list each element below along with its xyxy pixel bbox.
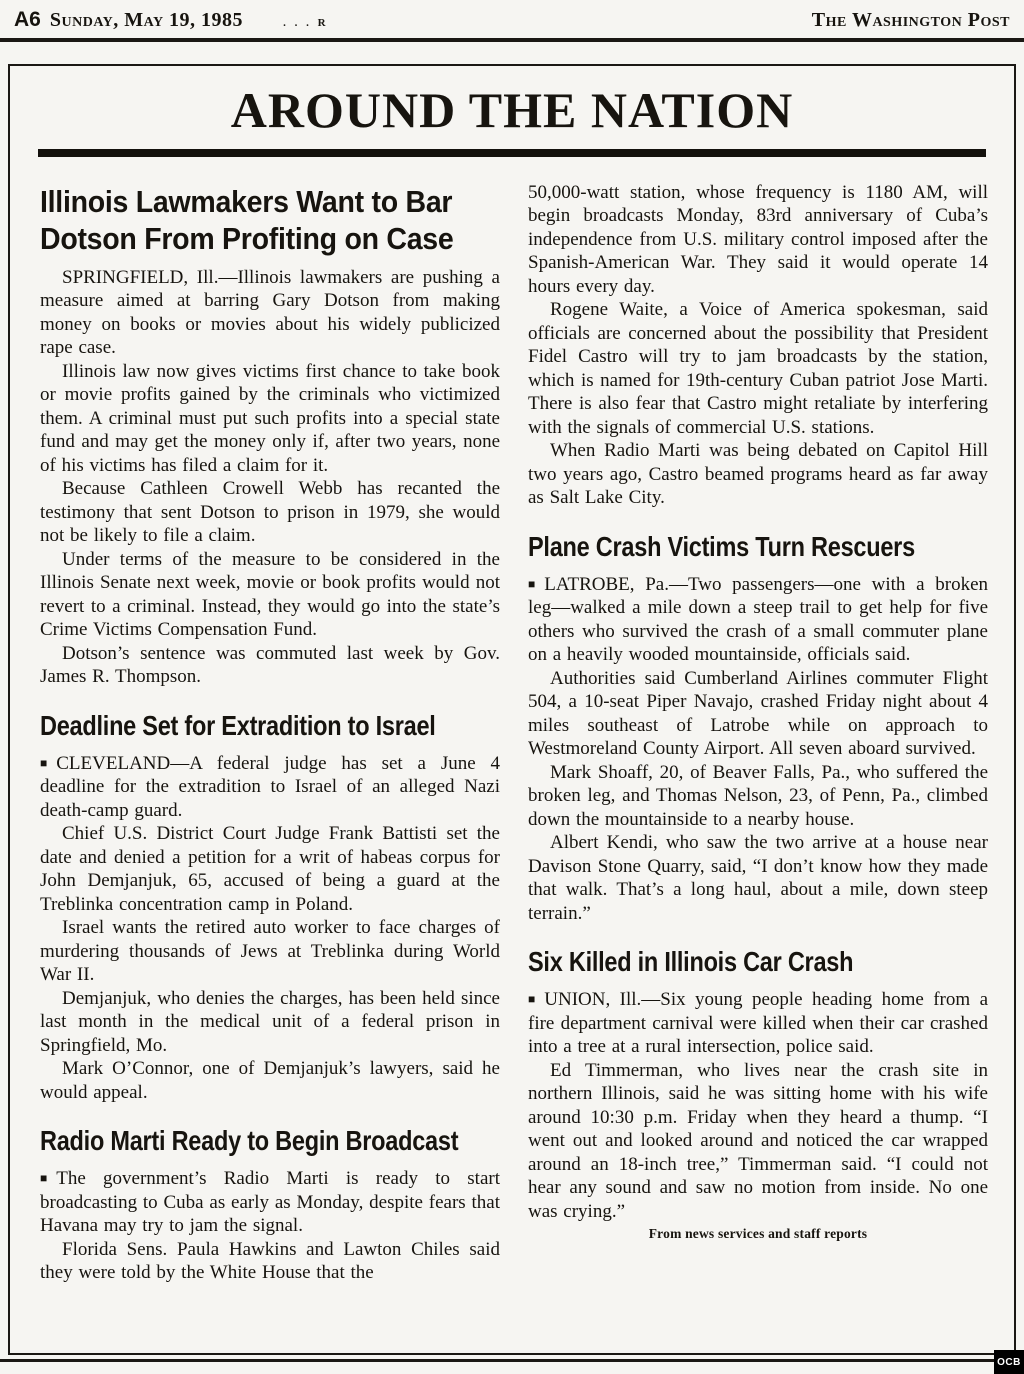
credit-line: From news services and staff reports [648,1226,868,1241]
right-column [528,181,988,1285]
article-paragraph: Mark O’Connor, one of Demjanjuk’s lawyers, said he would appeal. [40,1058,500,1103]
bottom-rule [0,1359,1024,1362]
around-the-nation-box [8,64,1016,1355]
article-paragraph: Florida Sens. Paula Hawkins and Lawton Chiles said they were told by the White House that the [40,1238,500,1283]
headline-line: Six Killed in Illinois Car Crash [528,946,854,977]
article-paragraph: Ed Timmerman, who lives near the crash site in northern Illinois, said he was sitting home with his wife around 10:30 p.m. Friday when they heard a thump. “I went out and looked around and noticed the car wrapped around an 18-inch tree,” Timmerman said. “I could not hear any sound and saw no motion from inside. No one was crying.” [528,1059,988,1222]
article-content [10,157,1014,1285]
headline-line: Radio Marti Ready to Begin Broadcast [40,1125,459,1156]
masthead-left [14,8,329,32]
article-paragraph: SPRINGFIELD, Ill.—Illinois lawmakers are pushing a measure aimed at barring Gary Dotson from making money on books or movies about his widely publicized rape case. [40,266,500,358]
article-paragraph [528,988,988,1059]
masthead-rule [0,38,1024,42]
headline-line: Dotson From Profiting on Case [40,220,454,256]
paragraph-text: LATROBE, Pa.—Two passengers—one with a broken leg—walked a mile down a steep trail to get help for five others who survived the crash of a small commuter plane on a heavily wooded mountainside, officials said. [528,573,988,665]
article-paragraph: Demjanjuk, who denies the charges, has been held since last month in the medical unit of a federal prison in Springfield, Mo. [40,987,500,1056]
article-paragraph: Dotson’s sentence was commuted last week by Gov. James R. Thompson. [40,642,500,687]
headline-radio-marti [40,1124,500,1158]
left-column [40,181,500,1285]
article-paragraph: Under terms of the measure to be considered in the Illinois Senate next week, movie or book profits would not revert to a criminal. Instead, they would go into the state’s Crime Victims Compensation Fund. [40,548,500,640]
section-title-rule [38,149,986,157]
newspaper-name: The Washington Post [811,9,1010,31]
headline-line: Plane Crash Victims Turn Rescuers [528,530,915,562]
headline-line: Deadline Set for Extradition to Israel [40,709,436,741]
masthead-date: Sunday, May 19, 1985 [49,9,244,31]
article-paragraph: Authorities said Cumberland Airlines commuter Flight 504, a 10-seat Piper Navajo, crashed Friday night about 4 miles southeast of Latrobe while on approach to Westmoreland County Airport. All seven aboard survived. [528,667,988,759]
paragraph-text: UNION, Ill.—Six young people heading home from a fire department carnival were killed when their car crashed into a tree at a rural intersection, police said. [528,989,988,1057]
square-bullet-icon: ■ [528,992,536,1006]
article-paragraph [40,1167,500,1238]
paragraph-text: The government’s Radio Marti is ready to start broadcasting to Cuba as early as Monday, despite fears that Havana may try to jam the signal. [40,1168,500,1236]
article-paragraph: Illinois law now gives victims first chance to take book or movie profits gained by the criminals who victimized them. A criminal must put such profits into a special state fund and may get the money only if, after two years, none of his victims has filed a claim for it. [40,360,500,476]
page-number: A6 [14,8,41,31]
article-paragraph: Rogene Waite, a Voice of America spokesman, said officials are concerned about the possibility that President Fidel Castro will try to jam broadcasts by the station, which is named for 19th-century Cuban patriot Jose Marti. There is also fear that Castro might retaliate by interfering with the signals of commercial U.S. stations. [528,299,988,438]
edition-mark: . . . R [283,17,329,29]
article-paragraph: 50,000-watt station, whose frequency is 1180 AM, will begin broadcasts Monday, 83rd anniversary of Cuba’s independence from U.S. military control imposed after the Spanish-American War. They said it would operate 14 hours every day. [528,181,988,297]
article-paragraph: Mark Shoaff, 20, of Beaver Falls, Pa., who suffered the broken leg, and Thomas Nelson, 23, of Penn, Pa., climbed down the mountainside to a nearby house. [528,761,988,830]
article-paragraph: Chief U.S. District Court Judge Frank Battisti set the date and denied a petition for a writ of habeas corpus for John Demjanjuk, 65, accused of being a guard at the Treblinka concentration camp in Poland. [40,823,500,915]
article-paragraph: Albert Kendi, who saw the two arrive at a house near Davison Stone Quarry, said, “I don’t know how they made that walk. That’s a long haul, about a mile, down steep terrain.” [528,832,988,924]
section-title: AROUND THE NATION [230,82,794,138]
article-paragraph: When Radio Marti was being debated on Capitol Hill two years ago, Castro beamed programs heard as far away as Salt Lake City. [528,440,988,508]
ocb-badge: OCB [994,1350,1024,1374]
paragraph-text: CLEVELAND—A federal judge has set a June 4 deadline for the extradition to Israel of an alleged Nazi death-camp guard. [40,752,500,821]
article-paragraph [40,752,500,823]
masthead [14,8,1010,32]
headline-dotson [40,183,500,257]
article-paragraph: Israel wants the retired auto worker to face charges of murdering thousands of Jews at Treblinka during World War II. [40,917,500,985]
headline-line: Illinois Lawmakers Want to Bar [40,183,453,219]
square-bullet-icon: ■ [528,576,536,591]
headline-plane-crash [528,530,988,564]
headline-car-crash [528,945,988,979]
article-paragraph: Because Cathleen Crowell Webb has recanted the testimony that sent Dotson to prison in 1979, she would not be likely to file a claim. [40,478,500,546]
square-bullet-icon: ■ [40,1171,48,1185]
square-bullet-icon: ■ [40,755,48,770]
headline-extradition [40,709,500,743]
article-paragraph [528,573,988,667]
